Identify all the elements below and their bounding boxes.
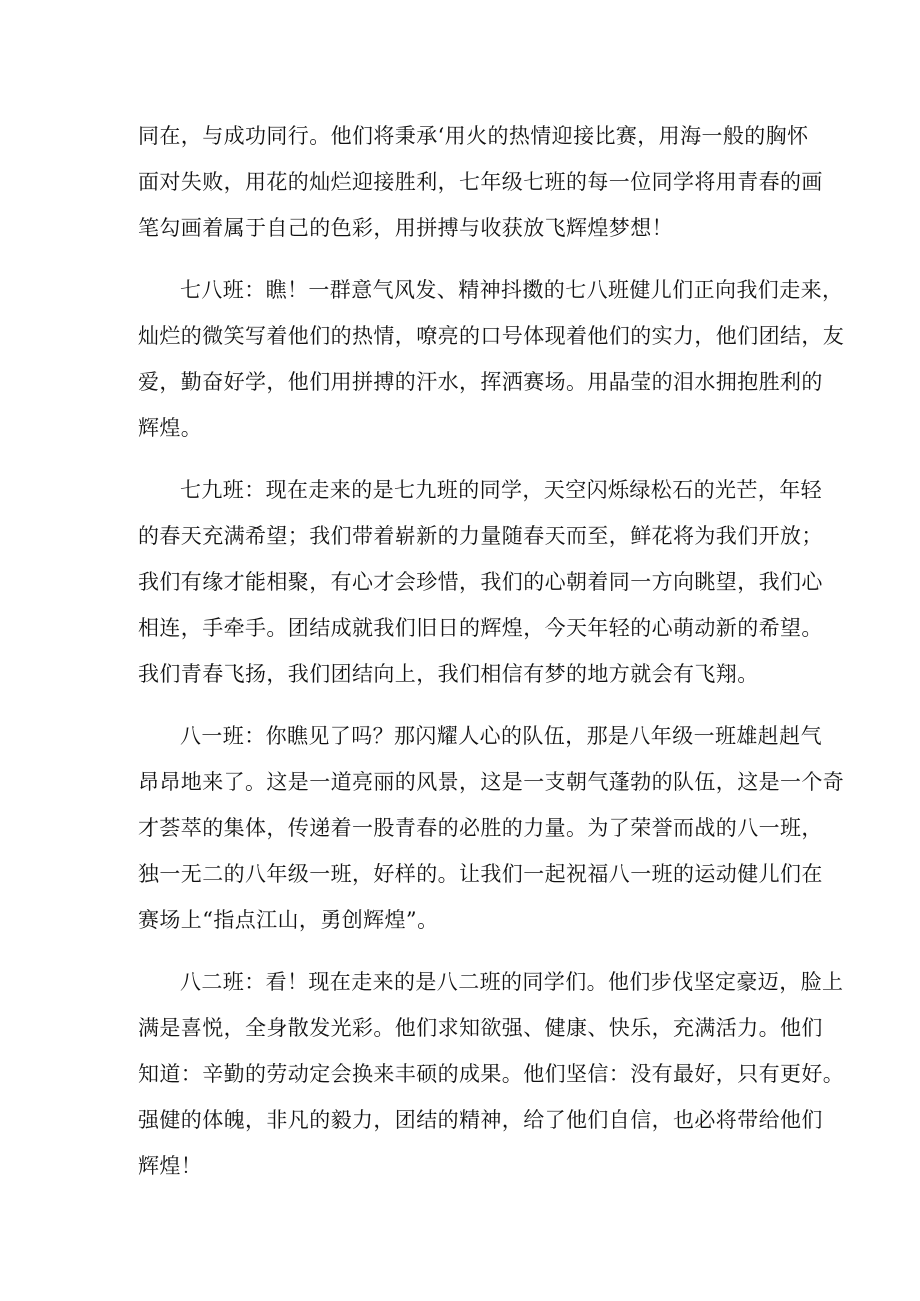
paragraph-intro-continued: [138, 113, 823, 251]
paragraph-class-7-9: [138, 467, 823, 697]
text-line: 的春天充满希望；我们带着崭新的力量随春天而至，鲜花将为我们开放；: [138, 524, 823, 548]
text-line: 七八班：瞧！一群意气风发、精神抖擞的七八班健儿们正向我们走来，: [180, 278, 844, 302]
text-line: 七九班：现在走来的是七九班的同学，天空闪烁绿松石的光芒，年轻: [180, 478, 822, 502]
text-line: 赛场上“指点江山，勇创辉煌”。: [138, 908, 439, 932]
text-line: 八二班：看！现在走来的是八二班的同学们。他们步伐坚定豪迈，脸上: [180, 970, 844, 994]
text-line: 相连，手牵手。团结成就我们旧日的辉煌，今天年轻的心萌动新的希望。: [138, 616, 823, 640]
text-line: 我们有缘才能相聚，有心才会珍惜，我们的心朝着同一方向眺望，我们心: [138, 570, 823, 594]
paragraph-class-8-2: [138, 959, 845, 1189]
text-line: 我们青春飞扬，我们团结向上，我们相信有梦的地方就会有飞翔。: [138, 662, 759, 686]
text-line: 知道：辛勤的劳动定会换来丰硕的成果。他们坚信：没有最好，只有更好。: [138, 1062, 845, 1086]
text-line: 独一无二的八年级一班，好样的。让我们一起祝福八一班的运动健儿们在: [138, 862, 823, 886]
text-line: 强健的体魄，非凡的毅力，团结的精神，给了他们自信，也必将带给他们: [138, 1108, 823, 1132]
text-line: 八一班：你瞧见了吗？那闪耀人心的队伍，那是八年级一班雄赳赳气: [180, 724, 822, 748]
text-line: 辉煌！: [138, 1154, 203, 1178]
text-line: 昂昂地来了。这是一道亮丽的风景，这是一支朝气蓬勃的队伍，这是一个奇: [138, 770, 845, 794]
text-line: 面对失败，用花的灿烂迎接胜利，七年级七班的每一位同学将用青春的画: [138, 170, 823, 194]
text-line: 爱，勤奋好学，他们用拼搏的汗水，挥洒赛场。用晶莹的泪水拥抱胜利的: [138, 370, 823, 394]
text-line: 才荟萃的集体，传递着一股青春的必胜的力量。为了荣誉而战的八一班，: [138, 816, 823, 840]
text-line: 同在，与成功同行。他们将秉承‘用火的热情迎接比赛，用海一般的胸怀: [138, 124, 809, 148]
text-line: 满是喜悦，全身散发光彩。他们求知欲强、健康、快乐，充满活力。他们: [138, 1016, 823, 1040]
paragraph-class-7-8: [138, 267, 845, 451]
text-line: 灿烂的微笑写着他们的热情，嘹亮的口号体现着他们的实力，他们团结，友: [138, 324, 845, 348]
text-line: 笔勾画着属于自己的色彩，用拼搏与收获放飞辉煌梦想！: [138, 216, 673, 240]
text-line: 辉煌。: [138, 416, 203, 440]
document-body: [138, 113, 845, 1205]
paragraph-class-8-1: [138, 713, 845, 943]
